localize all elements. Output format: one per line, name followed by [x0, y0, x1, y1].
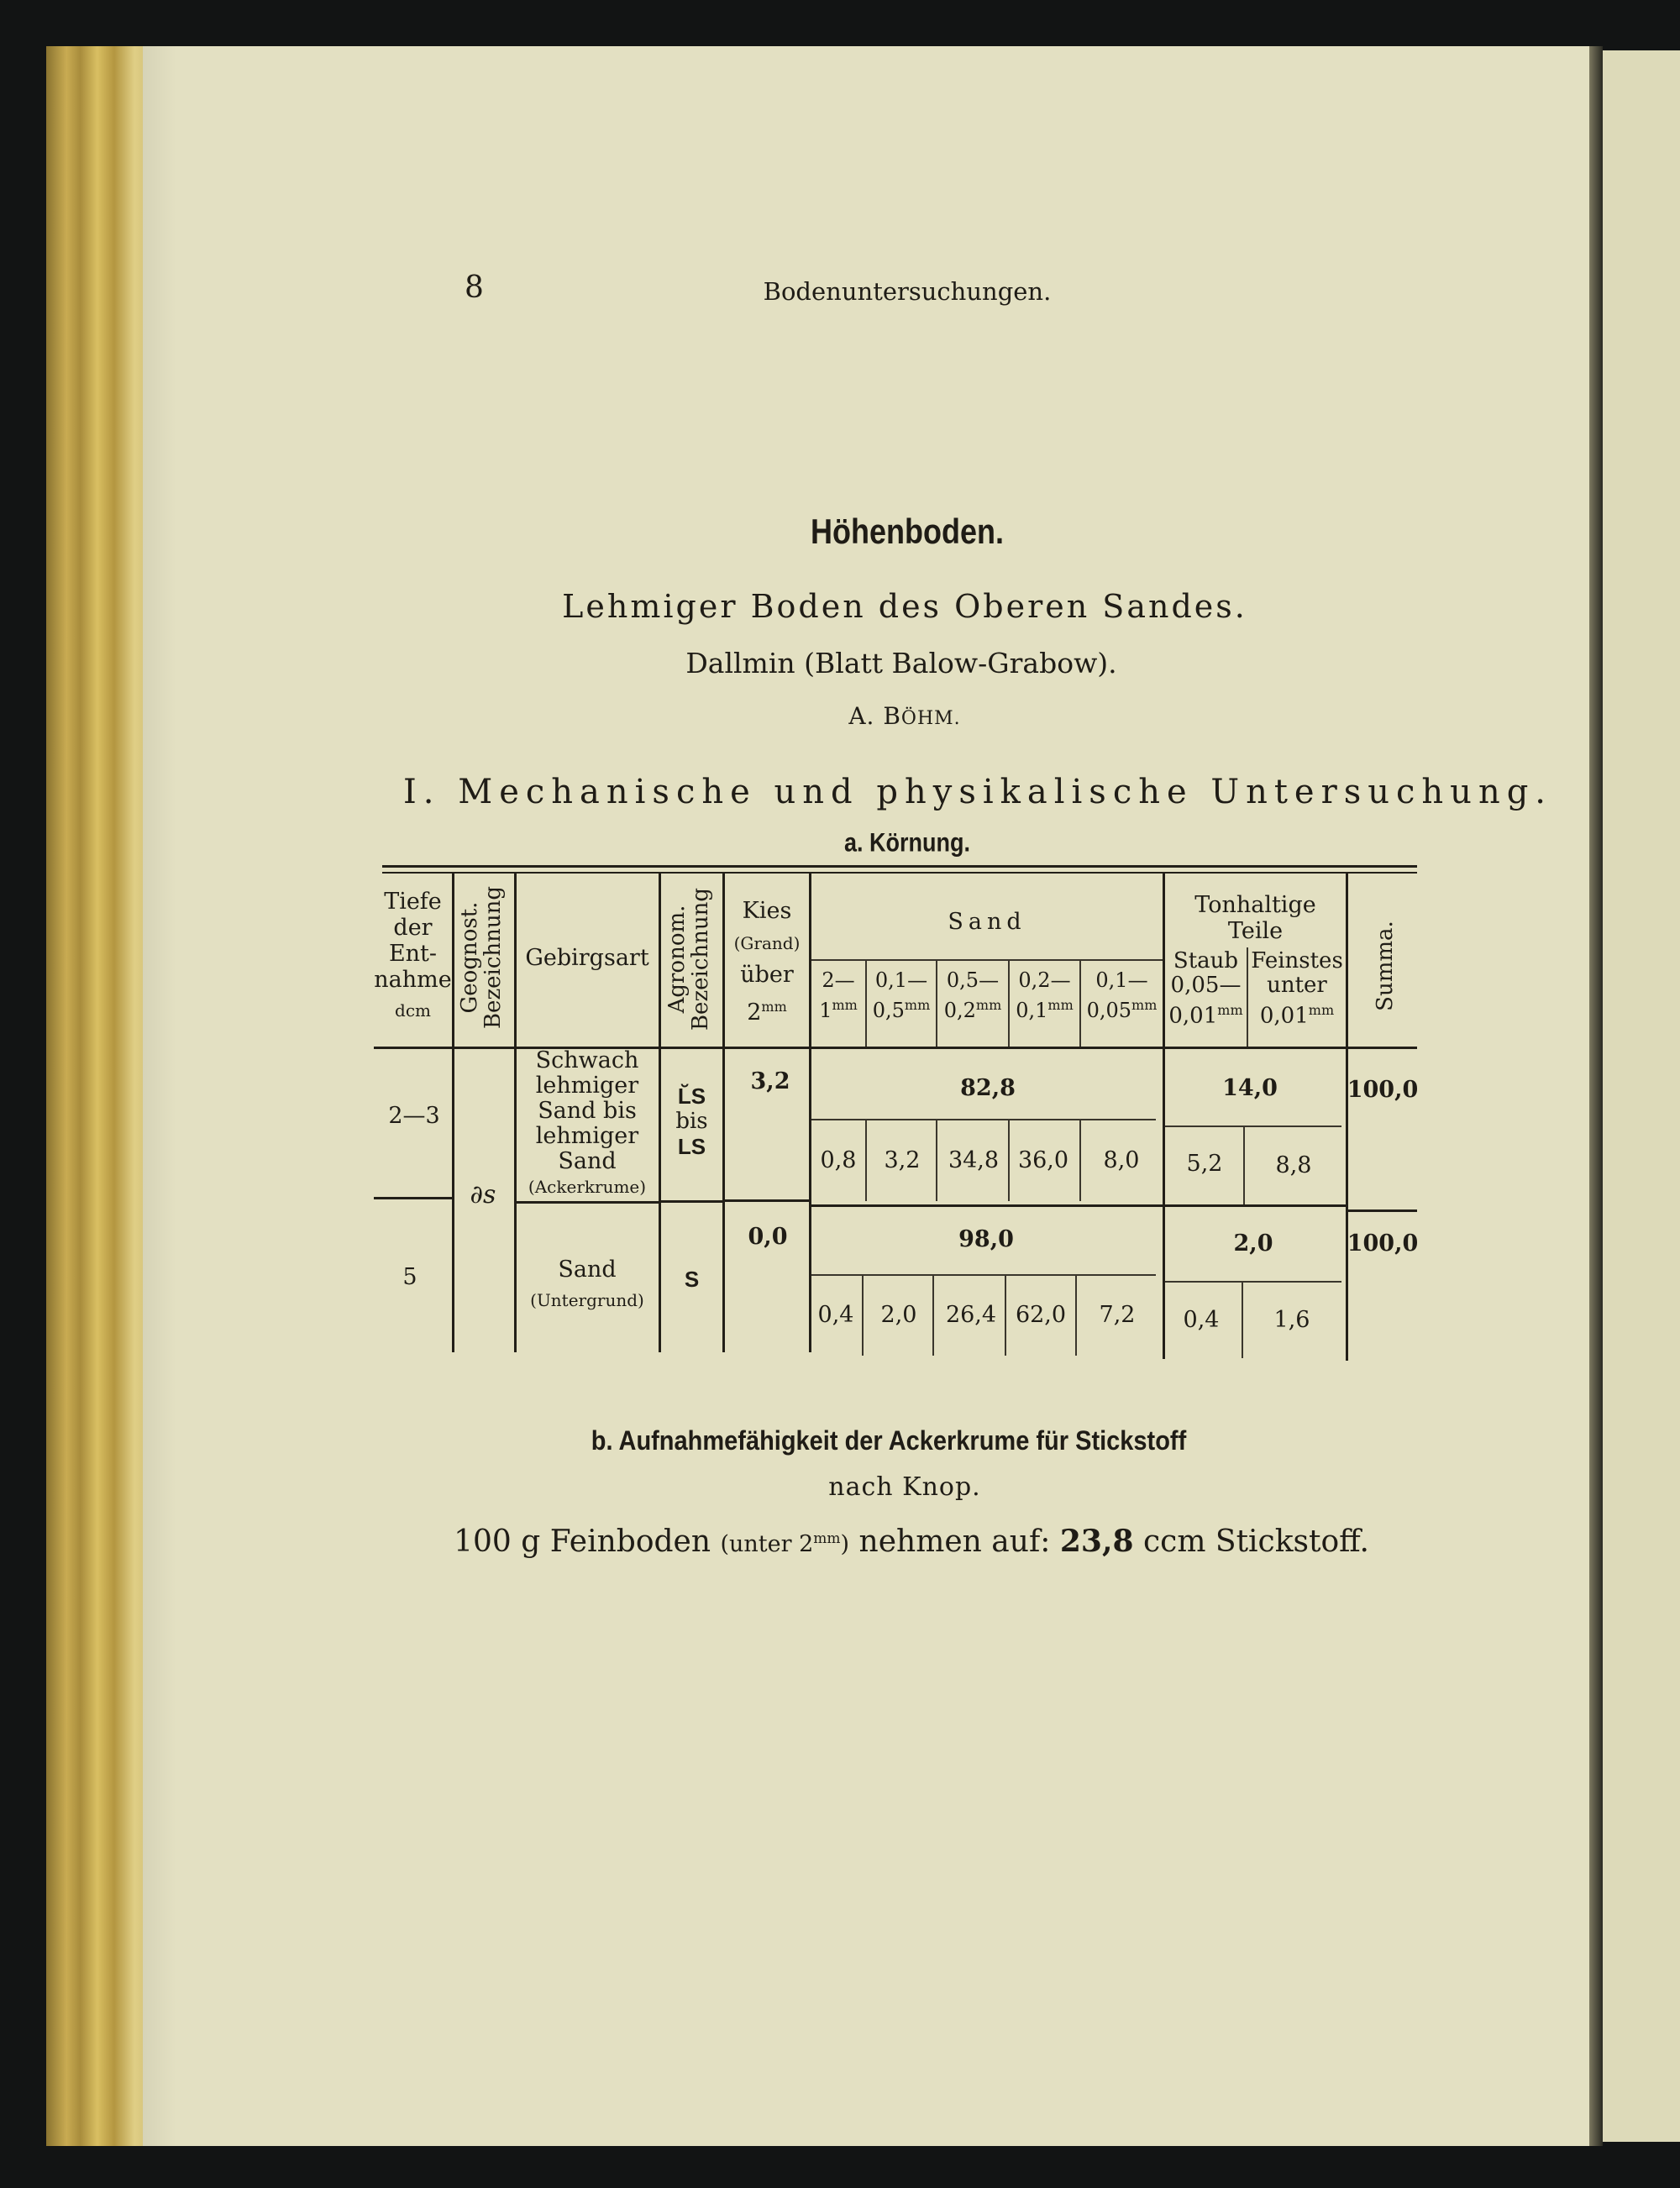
sand-col-3-b: 0,2	[943, 999, 976, 1022]
r1-sand-sub-1	[865, 1120, 867, 1201]
r1-gebirgsart-4: lehmiger	[535, 1123, 639, 1149]
r1-summa: 100,0	[1347, 1077, 1419, 1103]
result-end: ccm Stickstoff.	[1143, 1524, 1369, 1559]
header-ton-1: Tonhaltige	[1194, 892, 1316, 918]
author-initial: A. B	[848, 702, 901, 730]
header-kies	[725, 895, 809, 1029]
r2-sand-sub-2	[932, 1276, 934, 1356]
r1-gebirgsart-5: Sand	[558, 1148, 617, 1174]
header-geognost-2: Bezeichnung	[480, 885, 506, 1030]
r1-gebirgsart	[516, 1048, 659, 1199]
header-agronom-1: Agronom.	[664, 905, 690, 1014]
r1-sand-total: 82,8	[960, 1075, 1016, 1101]
result-paren	[720, 1531, 849, 1557]
header-tiefe-3: Ent-	[388, 941, 438, 967]
subtitle: Lehmiger Boden des Oberen Sandes.	[562, 588, 1247, 625]
page-number: 8	[465, 270, 484, 305]
r1-gebirgsart-2: lehmiger	[535, 1073, 639, 1099]
header-ton-2: Teile	[1227, 918, 1284, 944]
sand-col-2-u: mm	[904, 997, 931, 1013]
sand-col-3-a: 0,5—	[946, 968, 1000, 992]
r1-gebirgsart-1: Schwach	[535, 1047, 639, 1073]
col-line-6	[1163, 874, 1165, 1359]
header-sand-col-2	[867, 968, 936, 1023]
sand-col-5-u: mm	[1131, 997, 1158, 1013]
result-paren-text: (unter 2	[720, 1531, 814, 1557]
r1-staub: 5,2	[1186, 1151, 1223, 1177]
r1-sand-sub-4	[1079, 1120, 1081, 1201]
r2-sand-5: 7,2	[1099, 1302, 1136, 1328]
r2-summa: 100,0	[1347, 1230, 1419, 1257]
sand-col-5-a: 0,1—	[1095, 968, 1148, 992]
row-sep-ton	[1165, 1204, 1346, 1207]
part-b-result	[454, 1524, 1369, 1559]
sand-col-1-a: 2—	[822, 968, 855, 992]
r1-ton-rule	[1165, 1125, 1341, 1127]
sand-col-4-b: 0,1	[1016, 999, 1048, 1022]
r2-sand-sub-4	[1075, 1276, 1077, 1356]
table-rule-top-thin	[382, 872, 1417, 874]
r2-ton-total: 2,0	[1233, 1230, 1273, 1257]
row-sep-tiefe	[374, 1197, 452, 1199]
r1-agronom-2: bis	[675, 1109, 708, 1134]
sand-col-2-a: 0,1—	[874, 968, 928, 992]
r1-feinstes: 8,8	[1275, 1152, 1312, 1178]
header-tiefe-1: Tiefe	[384, 889, 442, 915]
r1-ton-total: 14,0	[1222, 1075, 1278, 1101]
header-kies-3: über	[740, 962, 794, 988]
r1-sand-3: 34,8	[948, 1147, 1000, 1173]
result-unit: mm	[813, 1530, 841, 1547]
col-line-5	[809, 874, 811, 1352]
header-tiefe-unit: dcm	[395, 1000, 431, 1021]
r1-sand-5: 8,0	[1103, 1147, 1140, 1173]
r1-gebirgsart-note: (Ackerkrume)	[528, 1177, 647, 1197]
header-geognost	[458, 874, 508, 1042]
header-sand-col-3	[937, 968, 1008, 1023]
r2-agronom	[661, 1267, 722, 1293]
sand-col-1-b: 1	[819, 999, 832, 1022]
header-staub-1: Staub	[1173, 948, 1239, 973]
sand-col-4-a: 0,2—	[1018, 968, 1071, 992]
header-feinstes-unit: mm	[1308, 1002, 1335, 1018]
r2-kies: 0,0	[748, 1224, 788, 1250]
header-kies-1: Kies	[742, 898, 792, 924]
r2-feinstes: 1,6	[1273, 1307, 1310, 1333]
r1-agronom-1: L̆S	[677, 1084, 706, 1109]
r2-agronom-1: S	[684, 1267, 700, 1292]
section-title: Höhenboden.	[811, 511, 1004, 551]
r1-tiefe: 2—3	[388, 1103, 440, 1129]
r1-gebirgsart-3: Sand bis	[538, 1098, 637, 1124]
sand-col-5-b: 0,05	[1086, 999, 1132, 1022]
geognost-symbol: ∂s	[470, 1180, 496, 1209]
header-staub	[1165, 949, 1247, 1029]
header-ton	[1165, 892, 1346, 944]
sand-col-3-u: mm	[975, 997, 1002, 1013]
header-staub-unit: mm	[1217, 1002, 1243, 1018]
header-sand-col-4	[1010, 968, 1079, 1023]
r1-sand-2: 3,2	[884, 1147, 921, 1173]
header-feinstes	[1248, 949, 1346, 1029]
header-summa: Summa.	[1373, 921, 1398, 1011]
row-sep-sand	[811, 1204, 1163, 1207]
header-feinstes-1: Feinstes	[1251, 948, 1343, 973]
result-paren-end: )	[840, 1531, 850, 1557]
r2-staub: 0,4	[1183, 1307, 1220, 1333]
header-gebirgsart: Gebirgsart	[525, 945, 649, 971]
location: Dallmin (Blatt Balow-Grabow).	[685, 647, 1117, 679]
r1-agronom	[661, 1084, 722, 1159]
r1-sand-1: 0,8	[820, 1147, 857, 1173]
r2-gebirgsart-1: Sand	[558, 1257, 617, 1283]
header-geognost-1: Geognost.	[457, 901, 482, 1014]
header-staub-2: 0,05—	[1170, 973, 1242, 998]
sand-col-1-u: mm	[832, 997, 858, 1013]
header-kies-2: (Grand)	[733, 933, 801, 953]
row-sep-summa	[1348, 1209, 1417, 1212]
header-kies-4: 2	[747, 1000, 762, 1026]
r2-sand-sub-1	[862, 1276, 864, 1356]
header-sand: Sand	[948, 909, 1026, 935]
r1-sand-sub-3	[1008, 1120, 1010, 1201]
header-agronom-2: Bezeichnung	[688, 887, 713, 1031]
r1-kies: 3,2	[750, 1068, 790, 1094]
r2-sand-4: 62,0	[1015, 1302, 1067, 1328]
header-sand-col-5	[1081, 968, 1163, 1023]
r2-sand-3: 26,4	[945, 1302, 997, 1328]
r1-agronom-3: LS	[677, 1134, 706, 1159]
part-heading: I. Mechanische und physikalische Untersuchung.	[403, 773, 1553, 811]
header-agronom	[665, 875, 716, 1043]
sand-subrule	[811, 959, 1163, 961]
row-sep-agronom	[661, 1200, 722, 1203]
r2-tiefe: 5	[402, 1264, 417, 1290]
sub-heading: a. Körnung.	[844, 827, 970, 858]
running-head: Bodenuntersuchungen.	[763, 277, 1052, 306]
row-sep-gebirg	[517, 1201, 659, 1204]
sand-col-4-u: mm	[1047, 997, 1074, 1013]
header-feinstes-2: unter	[1267, 973, 1327, 998]
r1-sand-sub-2	[936, 1120, 937, 1201]
col-line-1	[452, 874, 454, 1352]
sand-col-2-b: 0,5	[872, 999, 905, 1022]
header-tiefe-4: nahme	[374, 967, 452, 993]
author-rest: ÖHM.	[900, 708, 961, 729]
r2-sand-total: 98,0	[958, 1226, 1014, 1252]
header-staub-3: 0,01	[1168, 1003, 1218, 1029]
r2-ton-rule	[1165, 1281, 1341, 1283]
r2-ton-sub	[1242, 1283, 1243, 1358]
r1-sand-rule	[811, 1119, 1156, 1120]
part-b-note: nach Knop.	[828, 1472, 981, 1502]
col-line-7	[1346, 874, 1348, 1361]
header-feinstes-3: 0,01	[1259, 1003, 1309, 1029]
result-mid: nehmen auf:	[858, 1524, 1051, 1559]
row-sep-kies	[725, 1199, 809, 1202]
r2-sand-sub-3	[1005, 1276, 1006, 1356]
r2-sand-1: 0,4	[817, 1302, 854, 1328]
header-tiefe	[374, 889, 452, 1024]
table-rule-top	[382, 865, 1417, 868]
header-sand-col-1	[811, 968, 865, 1023]
r1-sand-4: 36,0	[1017, 1147, 1069, 1173]
result-value: 23,8	[1059, 1524, 1134, 1559]
r1-ton-sub	[1243, 1127, 1245, 1204]
part-b-heading: b. Aufnahmefähigkeit der Ackerkrume für Stickstoff	[591, 1426, 1187, 1456]
header-tiefe-2: der	[393, 915, 433, 941]
result-start: 100 g Feinboden	[454, 1524, 711, 1559]
header-kies-unit: mm	[761, 999, 787, 1015]
r2-gebirgsart-note: (Untergrund)	[530, 1290, 644, 1310]
r2-gebirgsart	[516, 1255, 659, 1315]
r2-sand-2: 2,0	[880, 1302, 917, 1328]
